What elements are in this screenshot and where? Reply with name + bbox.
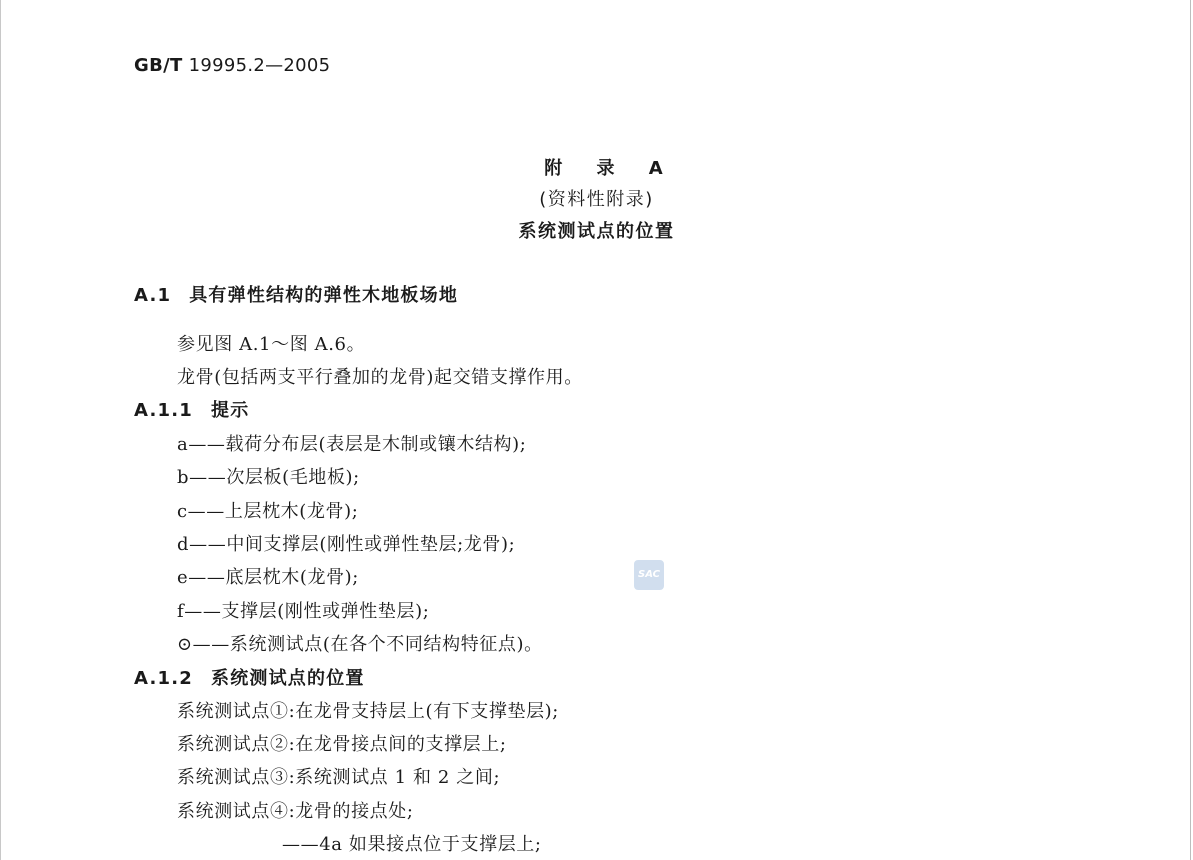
page-left-edge xyxy=(0,0,1,860)
list-item: ⊙——系统测试点(在各个不同结构特征点)。 xyxy=(177,634,543,655)
appendix-title: 附 录 A xyxy=(544,158,677,179)
section-number: A.1 xyxy=(134,285,172,306)
list-item: e——底层枕木(龙骨); xyxy=(177,567,359,588)
section-heading-a1-1 xyxy=(134,400,249,422)
list-item: 系统测试点①:在龙骨支持层上(有下支撑垫层); xyxy=(177,701,559,722)
list-item: 系统测试点④:龙骨的接点处; xyxy=(177,801,414,822)
section-heading-a1 xyxy=(134,285,458,307)
list-item: 系统测试点②:在龙骨接点间的支撑层上; xyxy=(177,734,507,755)
section-title: 提示 xyxy=(211,400,250,421)
standard-number-header xyxy=(134,55,330,77)
appendix-note: (资料性附录) xyxy=(539,189,654,210)
appendix-main-title: 系统测试点的位置 xyxy=(518,221,675,242)
section-heading-a1-2 xyxy=(134,668,365,690)
standard-code: 19995.2—2005 xyxy=(182,55,331,76)
list-item: 系统测试点③:系统测试点 1 和 2 之间; xyxy=(177,767,501,788)
sac-watermark-logo: SAC xyxy=(634,560,664,590)
paragraph: 参见图 A.1～图 A.6。 xyxy=(177,334,366,355)
list-item: f——支撑层(刚性或弹性垫层); xyxy=(177,601,430,622)
list-item: c——上层枕木(龙骨); xyxy=(177,501,359,522)
paragraph: 龙骨(包括两支平行叠加的龙骨)起交错支撑作用。 xyxy=(177,367,583,388)
section-number: A.1.1 xyxy=(134,400,193,421)
list-item: d——中间支撑层(刚性或弹性垫层;龙骨); xyxy=(177,534,516,555)
section-title: 系统测试点的位置 xyxy=(211,668,365,689)
sub-list-item: ——4a 如果接点位于支撑层上; xyxy=(282,834,542,855)
section-number: A.1.2 xyxy=(134,668,193,689)
list-item: a——载荷分布层(表层是木制或镶木结构); xyxy=(177,434,527,455)
standard-prefix: GB/T xyxy=(134,55,183,76)
list-item: b——次层板(毛地板); xyxy=(177,467,360,488)
page-right-edge xyxy=(1190,0,1191,860)
section-title: 具有弹性结构的弹性木地板场地 xyxy=(189,285,459,306)
